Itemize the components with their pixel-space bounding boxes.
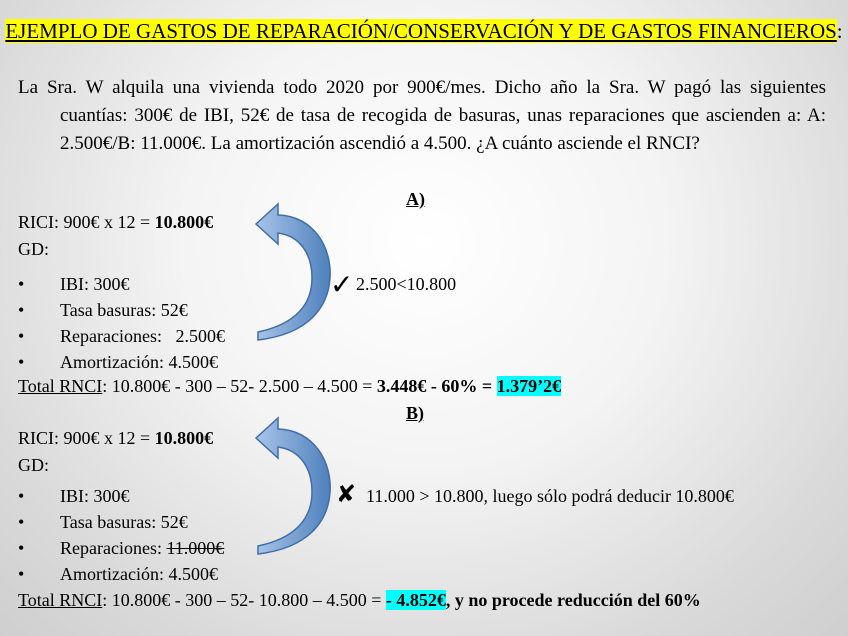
rici-label: RICI: 900€ x 12 = [18, 212, 155, 232]
curved-arrow-icon [252, 200, 342, 350]
section-a-check-note: 2.500<10.800 [356, 274, 457, 294]
total-label: Total RNCI [18, 590, 103, 610]
bullet: • [18, 326, 25, 346]
bullet: • [18, 512, 25, 532]
repair-value-struck: 11.000€ [166, 538, 225, 558]
section-a-total [18, 376, 561, 397]
section-a-heading: A) [406, 189, 425, 209]
list-item: • Reparaciones: 2.500€ [18, 326, 225, 346]
title-text: EJEMPLO DE GASTOS DE REPARACIÓN/CONSERVACIÓN Y DE GASTOS FINANCIEROS [5, 19, 837, 43]
list-item: • Amortización: 4.500€ [18, 564, 218, 584]
bullet: • [18, 352, 25, 372]
section-a-gd: GD: [18, 239, 49, 259]
bullet: • [18, 300, 25, 320]
title-colon: : [836, 19, 843, 43]
total-note: , y no procede reducción del 60% [445, 590, 701, 610]
check-icon: ✓ [330, 268, 354, 301]
total-result: 1.379’2€ [496, 376, 562, 396]
total-value: 3.448€ [376, 376, 427, 396]
list-item: • IBI: 300€ [18, 274, 130, 294]
section-b-heading: B) [406, 403, 424, 423]
rici-value: 10.800€ [154, 428, 214, 448]
list-item: • Tasa basuras: 52€ [18, 300, 188, 320]
curved-arrow-icon [252, 414, 342, 564]
section-b-rici [18, 428, 213, 449]
rici-value: 10.800€ [154, 212, 214, 232]
total-expression: : 10.800€ - 300 – 52- 2.500 – 4.500 = [102, 376, 377, 396]
repair-label: Reparaciones: [60, 538, 167, 558]
bullet: • [18, 564, 25, 584]
bullet: • [18, 274, 25, 294]
rici-label: RICI: 900€ x 12 = [18, 428, 155, 448]
list-item: • Tasa basuras: 52€ [18, 512, 188, 532]
total-expression: : 10.800€ - 300 – 52- 10.800 – 4.500 = [102, 590, 386, 610]
section-b-gd: GD: [18, 455, 49, 475]
cross-icon: ✘ [336, 480, 357, 508]
bullet: • [18, 538, 25, 558]
list-item: • Amortización: 4.500€ [18, 352, 218, 372]
section-a-rici [18, 212, 213, 233]
section-b-total [18, 590, 701, 611]
section-b-cross-note: 11.000 > 10.800, luego sólo podrá deducir 10.800€ [366, 486, 734, 506]
total-label: Total RNCI [18, 376, 103, 396]
problem-statement: La Sra. W alquila una vivienda todo 2020 por 900€/mes. Dicho año la Sra. W pagó las siguientes cuantías: 300€ de IBI, 52€ de tasa de recogida de basuras, unas reparaciones que ascienden a: A: 2.500€/B: 11.000€. La amortización ascendió a 4.500. ¿A cuánto asciende el RNCI? [18, 77, 826, 154]
list-item: • IBI: 300€ [18, 486, 130, 506]
bullet: • [18, 486, 25, 506]
total-percent: - 60% = [426, 376, 497, 396]
page-title [0, 18, 848, 45]
total-result: - 4.852€ [385, 590, 446, 610]
